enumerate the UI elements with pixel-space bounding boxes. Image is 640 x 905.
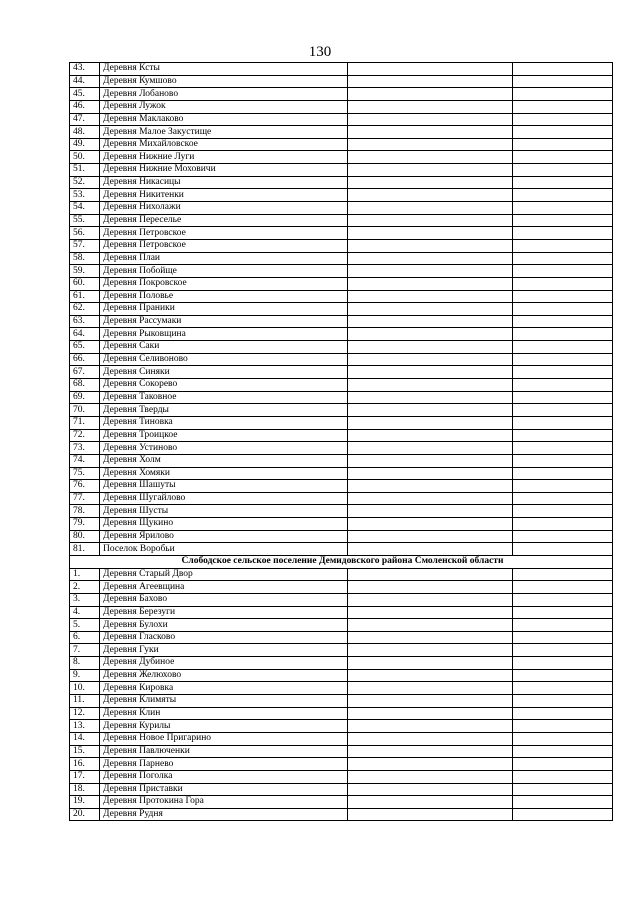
- empty-cell: [513, 75, 613, 88]
- empty-cell: [348, 745, 513, 758]
- table-row: [70, 518, 613, 531]
- row-number: 80.: [70, 530, 100, 543]
- row-number: 50.: [70, 151, 100, 164]
- settlement-name: Деревня Березуги: [100, 606, 348, 619]
- row-number: 77.: [70, 492, 100, 505]
- empty-cell: [348, 492, 513, 505]
- row-number: 6.: [70, 631, 100, 644]
- settlement-name: Деревня Тверды: [100, 404, 348, 417]
- empty-cell: [513, 429, 613, 442]
- row-number: 59.: [70, 265, 100, 278]
- table-row: [70, 682, 613, 695]
- settlement-name: Деревня Нихолажи: [100, 202, 348, 215]
- table-row: [70, 631, 613, 644]
- row-number: 20.: [70, 808, 100, 821]
- empty-cell: [348, 783, 513, 796]
- empty-cell: [513, 530, 613, 543]
- empty-cell: [348, 442, 513, 455]
- table-row: [70, 416, 613, 429]
- table-row: [70, 530, 613, 543]
- empty-cell: [513, 480, 613, 493]
- table-row: [70, 492, 613, 505]
- empty-cell: [513, 176, 613, 189]
- table-row: [70, 657, 613, 670]
- row-number: 53.: [70, 189, 100, 202]
- row-number: 76.: [70, 480, 100, 493]
- row-number: 62.: [70, 303, 100, 316]
- row-number: 60.: [70, 277, 100, 290]
- row-number: 45.: [70, 88, 100, 101]
- table-row: [70, 505, 613, 518]
- settlement-name: Деревня Ксты: [100, 63, 348, 76]
- empty-cell: [513, 164, 613, 177]
- table-row: [70, 404, 613, 417]
- empty-cell: [513, 657, 613, 670]
- empty-cell: [348, 518, 513, 531]
- empty-cell: [348, 543, 513, 556]
- settlement-name: Деревня Рудня: [100, 808, 348, 821]
- empty-cell: [348, 581, 513, 594]
- empty-cell: [513, 100, 613, 113]
- empty-cell: [513, 707, 613, 720]
- table-row: [70, 353, 613, 366]
- settlement-name: Деревня Лужок: [100, 100, 348, 113]
- row-number: 73.: [70, 442, 100, 455]
- empty-cell: [513, 720, 613, 733]
- settlement-name: Деревня Никасицы: [100, 176, 348, 189]
- table-row: [70, 783, 613, 796]
- table-row: [70, 328, 613, 341]
- empty-cell: [513, 151, 613, 164]
- row-number: 11.: [70, 695, 100, 708]
- settlement-name: Деревня Агеевщина: [100, 581, 348, 594]
- table-row: [70, 214, 613, 227]
- row-number: 9.: [70, 669, 100, 682]
- empty-cell: [513, 265, 613, 278]
- row-number: 2.: [70, 581, 100, 594]
- row-number: 15.: [70, 745, 100, 758]
- empty-cell: [513, 543, 613, 556]
- row-number: 68.: [70, 379, 100, 392]
- row-number: 44.: [70, 75, 100, 88]
- empty-cell: [513, 126, 613, 139]
- settlement-name: Деревня Приставки: [100, 783, 348, 796]
- empty-cell: [513, 644, 613, 657]
- table-row: [70, 113, 613, 126]
- empty-cell: [348, 669, 513, 682]
- empty-cell: [348, 480, 513, 493]
- table-row: [70, 100, 613, 113]
- empty-cell: [348, 303, 513, 316]
- empty-cell: [348, 770, 513, 783]
- row-number: 56.: [70, 227, 100, 240]
- empty-cell: [513, 783, 613, 796]
- row-number: 78.: [70, 505, 100, 518]
- settlement-name: Деревня Покровское: [100, 277, 348, 290]
- table-row: [70, 202, 613, 215]
- table-row: [70, 138, 613, 151]
- section-title: Слободское сельское поселение Демидовского района Смоленской области: [70, 555, 613, 568]
- row-number: 71.: [70, 416, 100, 429]
- settlement-name: Деревня Устиново: [100, 442, 348, 455]
- empty-cell: [348, 100, 513, 113]
- table-row: [70, 75, 613, 88]
- settlement-name: Деревня Петровское: [100, 239, 348, 252]
- empty-cell: [348, 619, 513, 632]
- empty-cell: [348, 467, 513, 480]
- empty-cell: [513, 391, 613, 404]
- empty-cell: [513, 745, 613, 758]
- row-number: 70.: [70, 404, 100, 417]
- table-row: [70, 758, 613, 771]
- empty-cell: [513, 593, 613, 606]
- table-row: [70, 707, 613, 720]
- row-number: 3.: [70, 593, 100, 606]
- row-number: 16.: [70, 758, 100, 771]
- empty-cell: [513, 518, 613, 531]
- empty-cell: [348, 176, 513, 189]
- settlement-name: Деревня Щукино: [100, 518, 348, 531]
- empty-cell: [348, 88, 513, 101]
- empty-cell: [513, 315, 613, 328]
- settlement-name: Деревня Побойще: [100, 265, 348, 278]
- empty-cell: [348, 227, 513, 240]
- empty-cell: [348, 328, 513, 341]
- empty-cell: [348, 758, 513, 771]
- empty-cell: [513, 328, 613, 341]
- empty-cell: [348, 379, 513, 392]
- empty-cell: [348, 315, 513, 328]
- row-number: 4.: [70, 606, 100, 619]
- empty-cell: [348, 391, 513, 404]
- empty-cell: [348, 63, 513, 76]
- row-number: 72.: [70, 429, 100, 442]
- empty-cell: [348, 164, 513, 177]
- settlement-name: Деревня Селивоново: [100, 353, 348, 366]
- empty-cell: [348, 151, 513, 164]
- row-number: 63.: [70, 315, 100, 328]
- empty-cell: [348, 568, 513, 581]
- empty-cell: [513, 379, 613, 392]
- table-row: [70, 568, 613, 581]
- table-row: [70, 265, 613, 278]
- table-row: [70, 720, 613, 733]
- empty-cell: [513, 353, 613, 366]
- table-row: [70, 341, 613, 354]
- empty-cell: [348, 353, 513, 366]
- settlement-name: Деревня Сокорево: [100, 379, 348, 392]
- empty-cell: [513, 416, 613, 429]
- settlement-name: Деревня Гуки: [100, 644, 348, 657]
- table-row: [70, 669, 613, 682]
- settlement-name: Деревня Рассумаки: [100, 315, 348, 328]
- row-number: 75.: [70, 467, 100, 480]
- settlement-name: Деревня Булохи: [100, 619, 348, 632]
- settlement-name: Деревня Саки: [100, 341, 348, 354]
- settlement-name: Деревня Половье: [100, 290, 348, 303]
- empty-cell: [348, 454, 513, 467]
- empty-cell: [513, 202, 613, 215]
- row-number: 79.: [70, 518, 100, 531]
- settlement-name: Деревня Павлюченки: [100, 745, 348, 758]
- row-number: 69.: [70, 391, 100, 404]
- settlement-name: Деревня Рыковщина: [100, 328, 348, 341]
- empty-cell: [513, 492, 613, 505]
- table-row: [70, 189, 613, 202]
- empty-cell: [348, 366, 513, 379]
- settlement-table: [69, 62, 613, 821]
- table-row: [70, 290, 613, 303]
- row-number: 5.: [70, 619, 100, 632]
- empty-cell: [513, 227, 613, 240]
- empty-cell: [513, 606, 613, 619]
- settlement-name: Деревня Новое Пригарино: [100, 732, 348, 745]
- row-number: 46.: [70, 100, 100, 113]
- empty-cell: [348, 239, 513, 252]
- table-row: [70, 745, 613, 758]
- row-number: 10.: [70, 682, 100, 695]
- settlement-name: Деревня Кумшово: [100, 75, 348, 88]
- table-row: [70, 454, 613, 467]
- table-row: [70, 239, 613, 252]
- empty-cell: [348, 290, 513, 303]
- empty-cell: [513, 404, 613, 417]
- row-number: 13.: [70, 720, 100, 733]
- empty-cell: [513, 63, 613, 76]
- settlement-name: Деревня Курилы: [100, 720, 348, 733]
- empty-cell: [348, 695, 513, 708]
- empty-cell: [513, 214, 613, 227]
- empty-cell: [513, 442, 613, 455]
- table-row: [70, 379, 613, 392]
- row-number: 81.: [70, 543, 100, 556]
- table-row: [70, 88, 613, 101]
- settlement-name: Деревня Никитенки: [100, 189, 348, 202]
- empty-cell: [348, 593, 513, 606]
- table-row: [70, 315, 613, 328]
- table-row: [70, 480, 613, 493]
- settlement-name: Деревня Кировка: [100, 682, 348, 695]
- table-row: [70, 277, 613, 290]
- empty-cell: [513, 138, 613, 151]
- empty-cell: [348, 505, 513, 518]
- empty-cell: [348, 189, 513, 202]
- empty-cell: [513, 669, 613, 682]
- row-number: 52.: [70, 176, 100, 189]
- settlement-name: Деревня Шугайлово: [100, 492, 348, 505]
- empty-cell: [513, 239, 613, 252]
- empty-cell: [513, 770, 613, 783]
- empty-cell: [348, 720, 513, 733]
- empty-cell: [348, 277, 513, 290]
- row-number: 12.: [70, 707, 100, 720]
- empty-cell: [348, 252, 513, 265]
- empty-cell: [348, 644, 513, 657]
- settlement-name: Деревня Малое Закустище: [100, 126, 348, 139]
- row-number: 74.: [70, 454, 100, 467]
- row-number: 67.: [70, 366, 100, 379]
- table-row: [70, 126, 613, 139]
- table-row: [70, 593, 613, 606]
- settlement-name: Деревня Холм: [100, 454, 348, 467]
- settlement-name: Деревня Лобаново: [100, 88, 348, 101]
- settlement-name: Поселок Воробьи: [100, 543, 348, 556]
- table-row: [70, 808, 613, 821]
- row-number: 19.: [70, 796, 100, 809]
- settlement-name: Деревня Переселье: [100, 214, 348, 227]
- settlement-name: Деревня Старый Двор: [100, 568, 348, 581]
- empty-cell: [513, 303, 613, 316]
- settlement-name: Деревня Дубиное: [100, 657, 348, 670]
- empty-cell: [348, 707, 513, 720]
- row-number: 43.: [70, 63, 100, 76]
- empty-cell: [513, 796, 613, 809]
- row-number: 14.: [70, 732, 100, 745]
- row-number: 65.: [70, 341, 100, 354]
- empty-cell: [348, 682, 513, 695]
- table-row: [70, 467, 613, 480]
- table-row: [70, 429, 613, 442]
- empty-cell: [348, 416, 513, 429]
- empty-cell: [513, 568, 613, 581]
- empty-cell: [513, 88, 613, 101]
- empty-cell: [513, 113, 613, 126]
- empty-cell: [348, 429, 513, 442]
- row-number: 47.: [70, 113, 100, 126]
- table-row: [70, 176, 613, 189]
- settlement-name: Деревня Тиновка: [100, 416, 348, 429]
- table-row: [70, 619, 613, 632]
- section-header-row: [70, 555, 613, 568]
- empty-cell: [348, 732, 513, 745]
- settlement-name: Деревня Гласково: [100, 631, 348, 644]
- table-row: [70, 252, 613, 265]
- empty-cell: [513, 808, 613, 821]
- row-number: 7.: [70, 644, 100, 657]
- empty-cell: [513, 467, 613, 480]
- settlement-name: Деревня Шашуты: [100, 480, 348, 493]
- page-number: 130: [308, 44, 332, 60]
- table-row: [70, 732, 613, 745]
- row-number: 17.: [70, 770, 100, 783]
- settlement-name: Деревня Нижние Моховичи: [100, 164, 348, 177]
- table-row: [70, 770, 613, 783]
- empty-cell: [348, 138, 513, 151]
- settlement-name: Деревня Петровское: [100, 227, 348, 240]
- row-number: 61.: [70, 290, 100, 303]
- table-row: [70, 543, 613, 556]
- empty-cell: [348, 75, 513, 88]
- row-number: 48.: [70, 126, 100, 139]
- settlement-name: Деревня Поголка: [100, 770, 348, 783]
- table-row: [70, 796, 613, 809]
- empty-cell: [513, 631, 613, 644]
- table-row: [70, 164, 613, 177]
- empty-cell: [348, 126, 513, 139]
- settlement-name: Деревня Синяки: [100, 366, 348, 379]
- table-row: [70, 695, 613, 708]
- settlement-name: Деревня Бахово: [100, 593, 348, 606]
- empty-cell: [513, 758, 613, 771]
- empty-cell: [513, 277, 613, 290]
- empty-cell: [348, 202, 513, 215]
- empty-cell: [348, 796, 513, 809]
- row-number: 18.: [70, 783, 100, 796]
- settlement-name: Деревня Хомяки: [100, 467, 348, 480]
- settlement-name: Деревня Плаи: [100, 252, 348, 265]
- table-row: [70, 63, 613, 76]
- row-number: 51.: [70, 164, 100, 177]
- settlement-name: Деревня Клин: [100, 707, 348, 720]
- empty-cell: [348, 606, 513, 619]
- table-row: [70, 581, 613, 594]
- row-number: 1.: [70, 568, 100, 581]
- empty-cell: [348, 404, 513, 417]
- table-row: [70, 391, 613, 404]
- empty-cell: [513, 189, 613, 202]
- table-row: [70, 227, 613, 240]
- row-number: 66.: [70, 353, 100, 366]
- row-number: 49.: [70, 138, 100, 151]
- settlement-name: Деревня Желюхово: [100, 669, 348, 682]
- row-number: 64.: [70, 328, 100, 341]
- settlement-name: Деревня Климяты: [100, 695, 348, 708]
- row-number: 55.: [70, 214, 100, 227]
- empty-cell: [513, 454, 613, 467]
- settlement-name: Деревня Михайловское: [100, 138, 348, 151]
- settlement-name: Деревня Таковное: [100, 391, 348, 404]
- settlement-name: Деревня Шусты: [100, 505, 348, 518]
- empty-cell: [513, 505, 613, 518]
- empty-cell: [513, 695, 613, 708]
- table-row: [70, 151, 613, 164]
- row-number: 54.: [70, 202, 100, 215]
- empty-cell: [348, 657, 513, 670]
- empty-cell: [513, 341, 613, 354]
- table-row: [70, 303, 613, 316]
- settlement-name: Деревня Парнево: [100, 758, 348, 771]
- table-row: [70, 644, 613, 657]
- settlement-name: Деревня Праники: [100, 303, 348, 316]
- row-number: 57.: [70, 239, 100, 252]
- empty-cell: [513, 366, 613, 379]
- empty-cell: [348, 113, 513, 126]
- row-number: 8.: [70, 657, 100, 670]
- settlement-name: Деревня Маклаково: [100, 113, 348, 126]
- empty-cell: [513, 619, 613, 632]
- empty-cell: [513, 682, 613, 695]
- empty-cell: [513, 581, 613, 594]
- empty-cell: [513, 252, 613, 265]
- empty-cell: [513, 290, 613, 303]
- settlement-name: Деревня Ярилово: [100, 530, 348, 543]
- settlement-name: Деревня Нижние Луги: [100, 151, 348, 164]
- row-number: 58.: [70, 252, 100, 265]
- empty-cell: [348, 631, 513, 644]
- empty-cell: [513, 732, 613, 745]
- empty-cell: [348, 341, 513, 354]
- empty-cell: [348, 214, 513, 227]
- settlement-name: Деревня Протокина Гора: [100, 796, 348, 809]
- table-row: [70, 442, 613, 455]
- empty-cell: [348, 265, 513, 278]
- empty-cell: [348, 530, 513, 543]
- table-row: [70, 366, 613, 379]
- table-row: [70, 606, 613, 619]
- empty-cell: [348, 808, 513, 821]
- settlement-name: Деревня Троицкое: [100, 429, 348, 442]
